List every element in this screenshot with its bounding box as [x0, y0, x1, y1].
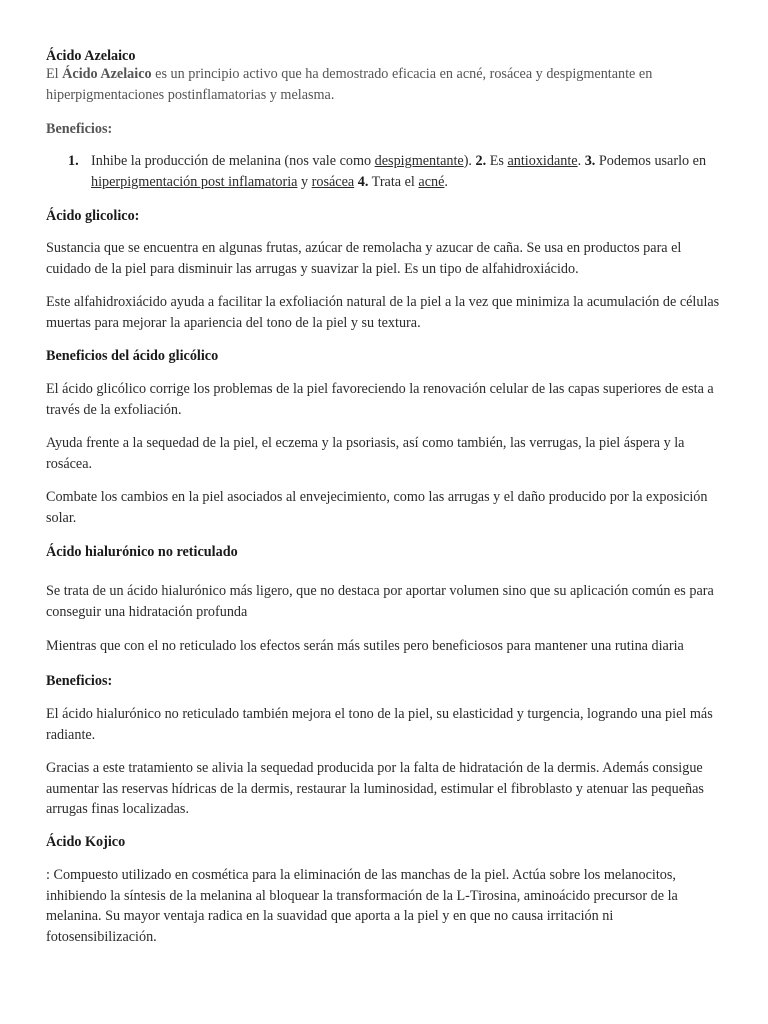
heading-beneficios-glicolico: Beneficios del ácido glicólico — [46, 348, 219, 364]
azelaico-benefits-heading: Beneficios: — [46, 121, 113, 137]
link-rosacea[interactable]: rosácea — [311, 173, 355, 190]
glicolico-benefit-2: Ayuda frente a la sequedad de la piel, el eczema y la psoriasis, así como también, las verrugas, la piel áspera y la rosácea. — [46, 435, 685, 472]
heading-acido-azelaico: Ácido Azelaico — [46, 48, 136, 64]
hialuronico-benefit-2: Gracias a este tratamiento se alivia la sequedad producida por la falta de hidratación de la dermis. Además consigue aumentar las reservas hídricas de la dermis, restaurar la luminosidad, estimular el fibroblasto y atenuar las pequeñas arrugas finas localizadas. — [46, 760, 704, 817]
intro-text: El — [46, 66, 63, 82]
glicolico-paragraph-2: Este alfahidroxiácido ayuda a facilitar la exfoliación natural de la piel a la vez que minimiza la acumulación de células muertas para mejorar la apariencia del tono de la piel y su textura. — [46, 294, 720, 331]
intro-bold-term: Ácido Azelaico — [62, 66, 152, 82]
intro-text-rest: es un principio activo que ha demostrado eficacia en acné, rosácea y despigmentante en hiperpigmentaciones postinflamatorias y melasma. — [46, 66, 653, 103]
hialuronico-benefit-1: El ácido hialurónico no reticulado también mejora el tono de la piel, su elasticidad y turgencia, logrando una piel más radiante. — [46, 706, 713, 743]
glicolico-paragraph-1: Sustancia que se encuentra en algunas frutas, azúcar de remolacha y azucar de caña. Se usa en productos para el cuidado de la piel para disminuir las arrugas y suavizar la piel. Es un tipo de alfahidroxiácido. — [46, 240, 682, 277]
link-antioxidante[interactable]: antioxidante — [507, 153, 578, 169]
link-acne[interactable]: acné — [418, 173, 445, 190]
azelaico-benefits-list-item: Inhibe la producción de melanina (nos vale como despigmentante). 2. Es antioxidante. 3. Podemos usarlo en hiperpigmentación post inflamatoria y rosácea 4. Trata el acné. — [91, 153, 707, 190]
glicolico-benefit-1: El ácido glicólico corrige los problemas de la piel favoreciendo la renovación celular de las capas superiores de esta a través de la exfoliación. — [46, 381, 714, 418]
list-number: 1. — [68, 153, 79, 169]
azelaico-intro — [46, 64, 726, 105]
heading-hialuronico: Ácido hialurónico no reticulado — [46, 544, 238, 560]
glicolico-benefit-3: Combate los cambios en la piel asociados al envejecimiento, como las arrugas y el daño producido por la exposición solar. — [46, 489, 708, 526]
hialuronico-benefits-heading: Beneficios: — [46, 673, 113, 689]
link-despigmentante[interactable]: despigmentante — [374, 153, 464, 169]
heading-acido-kojico: Ácido Kojico — [46, 834, 126, 850]
hialuronico-paragraph-1: Se trata de un ácido hialurónico más ligero, que no destaca por aportar volumen sino que su aplicación común es para conseguir una hidratación profunda — [46, 583, 714, 620]
kojico-paragraph: : Compuesto utilizado en cosmética para la eliminación de las manchas de la piel. Actúa sobre los melanocitos, inhibiendo la síntesis de la melanina al bloquear la transformación de la L-Tirosina, aminoácido precursor de la melanina. Su mayor ventaja radica en la suavidad que aporta a la piel y en que no causa irritación ni fotosensibilización. — [46, 867, 678, 945]
hialuronico-paragraph-2: Mientras que con el no reticulado los efectos serán más sutiles pero beneficiosos para mantener una rutina diaria — [46, 638, 684, 654]
link-hiperpigmentacion[interactable]: hiperpigmentación post inflamatoria — [91, 173, 298, 190]
heading-acido-glicolico: Ácido glicolico: — [46, 208, 140, 224]
